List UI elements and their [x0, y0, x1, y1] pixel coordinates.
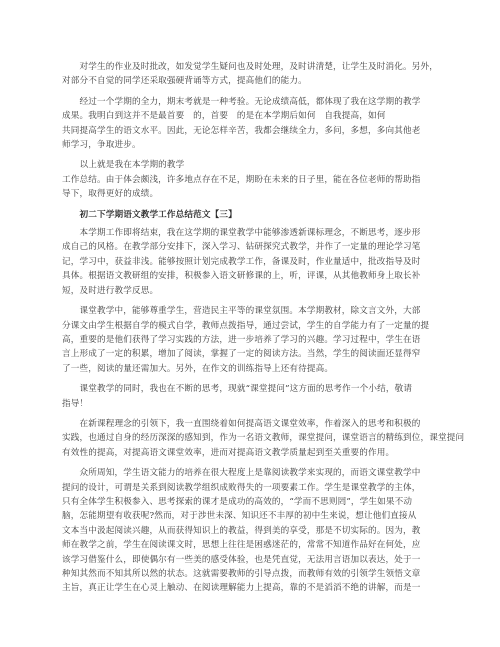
text-line: 对学生的作业及时批改，如发觉学生疑问也及时处理，及时讲清楚，让学生及时消化。另外， — [62, 62, 438, 72]
text-line: 脑，怎能期望有收获呢?然而，对于涉世未深、知识还不丰厚的初中生来说，想让他们直接从 — [62, 511, 417, 522]
text-line: 高，重要的是他们获得了学习实践的方法，进一步培养了学习的兴趣。学习过程中，学生在语 — [62, 334, 421, 345]
text-line: 分课文由学生根据自学的模式自学，教师点拨指导，通过尝试，学生的自学能力有了一定量的提 — [62, 320, 430, 331]
text-line: 工作总结。由于体会颇浅，许多地点存在不足，期盼在未来的日子里，能在各位老师的帮助指 — [62, 174, 421, 185]
text-line: 课堂教学的同时，我也在不断的思考，现就“课堂提问”这方面的思考作一个小结，敬请 — [62, 384, 413, 395]
text-line: 具体。根据语文教研组的安排，积极参入语文研修课的上，听，评课，从其他教师身上取长补 — [62, 271, 421, 282]
text-line: 共同提高学生的语文水平。因此，无论怎样辛苦，我都会继续全力，多问，多想，多向其他老 — [62, 125, 421, 136]
text-line: 言上形成了一定的积累，增加了阅读，掌握了一定的阅读方法。当然，学生的阅读面还显得窄 — [62, 349, 421, 360]
text-line: 记，学习中，获益非浅。能够按照计划完成教学工作，备课及时，作业量适中，批改指导及时 — [62, 256, 421, 267]
text-line: 种知其然而不知其所以然的状态。这就需要教师的引导点拨，而教师有效的引领学生领悟文章 — [62, 569, 421, 579]
paragraph-semester-work — [62, 226, 438, 298]
text-line: 该学习借鉴什么，即使偶尔有一些美的感受体验，也是凭直觉，无法用言语加以表达，处于一 — [62, 554, 421, 565]
text-line: 有效性的提高，对提高语文课堂效率，进而对提高语文教学质量起到至关重要的作用。 — [62, 447, 395, 458]
paragraph-summary-closing — [62, 158, 438, 201]
paragraph-homework-correction — [62, 60, 438, 89]
text-line: 本学期工作即将结束，我在这学期的课堂教学中能够渗透新课标理念，不断思考，逐步形 — [62, 228, 421, 239]
section-heading — [62, 208, 438, 222]
text-line: 众所周知，学生语文能力的培养在很大程度上是靠阅读教学来实现的，而语文课堂教学中 — [62, 468, 421, 479]
paragraph-reading-teaching — [62, 466, 438, 596]
text-line: 课堂教学中，能够尊重学生，营造民主平等的课堂氛围。本学期教材，除文言文外，大部 — [62, 306, 421, 317]
text-line: 成果。我明白到这并不是最首要 的，首要 的是在本学期后如何 自我提高，如何 — [62, 111, 386, 122]
text-line: 以上就是我在本学期的教学 — [62, 160, 185, 171]
text-line: 导下，取得更好的成绩。 — [62, 189, 159, 200]
text-line: 经过一个学期的全力，期末考就是一种考验。无论成绩高低，都体现了我在这学期的教学 — [62, 96, 421, 107]
section-title: 初二下学期语文教学工作总结范文【三】 — [62, 209, 237, 220]
paragraph-classroom-teaching — [62, 304, 438, 376]
text-line: 在新课程理念的引领下，我一直围绕着如何提高语文课堂效率，作着深入的思考和积极的 — [62, 418, 421, 429]
text-line: 成自己的风格。在教学部分安排下，深入学习、钻研探究式教学，并作了一定量的理论学习笔 — [62, 242, 421, 253]
text-line: 对部分不自觉的同学还采取强硬背诵等方式，提高他们的能力。 — [62, 76, 307, 87]
text-line: 只有全体学生积极参入、思考探索的课才是成功的高效的，“学而不思则罔”，学生如果不动 — [62, 496, 413, 507]
text-line: 实践，也通过自身的经历深深的感知到，作为一名语文教师，课堂提问，课堂语言的精练到位，课堂提问 — [62, 433, 465, 444]
paragraph-question-reflection — [62, 382, 438, 411]
text-line: 师在教学之前，学生在阅读课文时，思想上往往是困惑迷茫的，常常不知道作品好在何处，应 — [62, 540, 421, 551]
text-line: 师学习，争取进步。 — [62, 140, 141, 151]
text-line: 文本当中汲起阅读兴趣，从而获得知识上的教益，得到美的享受，那是不切实际的。因为，教 — [62, 525, 421, 536]
text-line: 了一些，阅读的量还需加大。另外，在作文的训练指导上还有待提高。 — [62, 363, 334, 374]
text-line: 主旨，真正让学生在心灵上触动、在阅读理解能力上提高，靠的不是滔滔不绝的讲解，而是一 — [62, 583, 421, 594]
text-line: 短，及时进行教学反思。 — [62, 285, 159, 296]
paragraph-final-exam — [62, 95, 438, 153]
paragraph-new-curriculum — [62, 417, 465, 460]
text-line: 提问的设计，可谓是关系到阅读教学组织成败得失的一项要素工作。学生是课堂教学的主体， — [62, 482, 421, 493]
text-line: 指导！ — [62, 398, 89, 409]
